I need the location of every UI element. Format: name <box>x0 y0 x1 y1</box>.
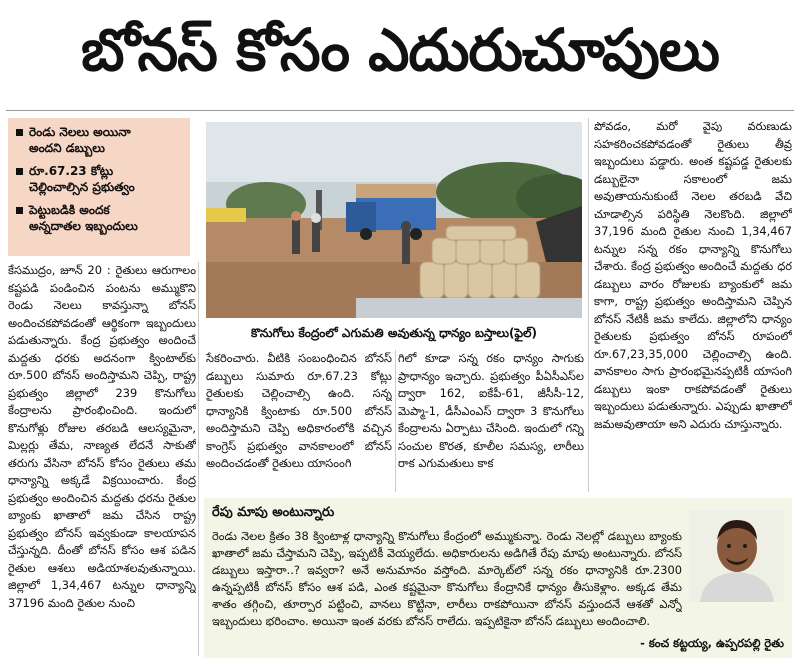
bullet-icon <box>16 129 23 136</box>
highlight-text: పెట్టుబడికి అందక అన్నదాతల ఇబ్బందులు <box>29 203 138 233</box>
bullet-icon <box>16 207 23 214</box>
article-column-4 <box>594 118 792 490</box>
farmer-portrait <box>690 510 784 602</box>
article-column-1 <box>8 262 196 656</box>
article-paragraph: కేసముద్రం, జూన్ 20 : రైతులు ఆరుగాలం కష్టపడి పండించిన పంటను అమ్ముకొని రెండు నెలలు కావస్తున్నా బోనస్ అందించకపోవడంతో ఆర్థికంగా ఇబ్బందులు పడుతున్నారు. కేంద్ర ప్రభుత్వం అందించే మద్దతు ధరకు అదనంగా క్వింటాల్‌కు రూ.500 బోనస్ అందిస్తామని చెప్పి, రాష్ట్ర ప్రభుత్వం జిల్లాలో 239 కొనుగోలు కేంద్రాలను ప్రారంభించింది. ఇందులో కొనుగోళ్లు రోజుల తరబడి ఆలస్యమైనా, మిల్లర్లు తేమ, నాణ్యత లేదనే సాకుతో తరుగు వేసినా బోనస్ కోసం రైతులు తమ ధాన్యాన్ని అక్కడే విక్రయించారు. కేంద్ర ప్రభుత్వం అందించిన మద్దతు ధరను రైతుల బ్యాంకు ఖాతాలో జమ చేసిన రాష్ట్ర ప్రభుత్వం బోనస్ ఇవ్వకుండా కాలయాపన చేస్తున్నది. దీంతో బోనస్ కోసం ఆశ పడిన రైతుల ఆశలు అడియాశలవుతున్నాయి. జిల్లాలో 1,34,467 టన్నుల ధాన్యాన్ని 37196 మంది రైతుల నుంచి <box>8 263 196 610</box>
highlight-item <box>16 202 184 234</box>
highlight-text: రెండు నెలలు అయినా అందని డబ్బులు <box>29 125 131 155</box>
article-column-2 <box>206 350 392 492</box>
portrait-illustration <box>690 510 784 602</box>
article-paragraph: సేకరించారు. వీటికి సంబంధించిన బోనస్ డబ్బులు సుమారు రూ.67.23 కోట్లు రైతులకు చెల్లించాల్సి ఉంది. సన్న ధాన్యానికి క్వింటాకు రూ.500 బోనస్ అందిస్తామని చెప్పి అధికారంలోకి వచ్చిన కాంగ్రెస్ ప్రభుత్వం వానకాలంలో బోనస్ అందించడంతో రైతులు యాసంంగి <box>206 351 392 470</box>
highlight-item <box>16 163 184 195</box>
article-paragraph: గిలో కూడా సన్న రకం ధాన్యం సాగుకు ప్రాధాన్యం ఇచ్చారు. ప్రభుత్వం పీఏసీఎస్‌ల ద్వారా 162, ఐకేపీ-61, జీసీసీ-12, మెప్మా-1, డీసీఎంఎస్ ద్వారా 3 కొనుగోలు కేంద్రాలను ఏర్పాటు చేసింది. ఇందులో గన్ని సంచుల కొరత, కూలీల సమస్య, లారీలు రాక ఎగుమతులు కాక <box>398 351 584 470</box>
photo-illustration <box>206 122 582 318</box>
sidebar-title: రేపు మాపు అంటున్నారు <box>212 505 335 520</box>
highlight-text: రూ.67.23 కోట్లు చెల్లించాల్సిన ప్రభుత్వం <box>29 164 135 194</box>
column-divider <box>395 350 396 492</box>
article-column-3 <box>398 350 584 492</box>
column-divider <box>198 262 199 656</box>
headline-rule <box>6 110 794 111</box>
news-photo <box>206 122 582 318</box>
photo-caption: కొనుగోలు కేంద్రంలో ఎగుమతి అవుతున్న ధాన్యం బస్తాలు(ఫైల్) <box>250 326 538 340</box>
bullet-icon <box>16 168 23 175</box>
highlight-item <box>16 124 184 156</box>
highlights-box <box>8 118 190 256</box>
sidebar-body: రెండు నెలల క్రితం 38 క్వింటాళ్ల ధాన్యాన్ని కొనుగోలు కేంద్రంలో అమ్ముకున్నా. రెండు నెలల్లో డబ్బులు బ్యాంకు ఖాతాలో జమ చేస్తామని చెప్పి, ఇప్పటికీ వెయ్యలేదు. అధికారులను అడిగితే రేపు మాపు అంటున్నారు. బోనస్ డబ్బులు ఇస్తారా..? ఇవ్వరా? అనే అనుమానం వస్తోంది. మార్కెట్‌లో సన్న రకం ధాన్యానికి రూ.2300 ఉన్నప్పటికీ బోనస్ కోసం ఆశ పడి, ఎంత కష్టమైనా కొనుగోలు కేంద్రానికే ధాన్యం తీసుకెళ్లాం. అక్కడ తేమ శాతం తగ్గించి, తూర్పార పట్టించి, వానలు కొట్టినా, లారీలు రాకపోయినా బోనస్ వస్తుందనే ఆశతో ఎన్నో ఇబ్బందులు భరించాం. అయినా ఇంత వరకు బోనస్ రాలేదు. ఇప్పటికైనా బోనస్ డబ్బులు అందించాలి. <box>212 529 682 628</box>
quote-signature: - కంచ కట్టయ్య, ఉప్పరపల్లి రైతు <box>640 636 784 650</box>
column-divider <box>588 118 589 492</box>
article-paragraph: పోవడం, మరో వైపు వరుణుడు సహకరించకపోవడంతో రైతులు తీవ్ర ఇబ్బందులు పడ్డారు. అంత కష్టపడ్డ రైతులకు డబ్బులైనా సకాలంలో జమ అవుతాయనుకుంటే నెలల తరబడి వేచి చూడాల్సిన పరిస్థితి నెలకొంది. జిల్లాలో 37,196 మంది రైతుల నుంచి 1,34,467 టన్నుల సన్న రకం ధాన్యాన్ని కొనుగోలు చేశారు. కేంద్ర ప్రభుత్వం అందించే మద్దతు ధర డబ్బులు వారం రోజులకు బ్యాంకులో జమ కాగా, రాష్ట్ర ప్రభుత్వం అందిస్తామని చెప్పిన బోనస్ నేటికీ జమ కాలేదు. జిల్లాలోని ధాన్యం రైతులకు ప్రభుత్వం బోనస్ రూపంలో రూ.67,23,35,000 చెల్లించాల్సి ఉంది. వానకాలం సాగు ప్రారంభమైనప్పటికీ యాసంగి డబ్బులు ఇంకా రాకపోవడంతో రైతులు ఇబ్బందులు పడుతున్నారు. ఎప్పుడు ఖాతాలో జమఅవుతాయా అని ఎదురు చూస్తున్నారు. <box>594 119 792 431</box>
headline: బోనస్ కోసం ఎదురుచూపులు <box>80 15 719 84</box>
